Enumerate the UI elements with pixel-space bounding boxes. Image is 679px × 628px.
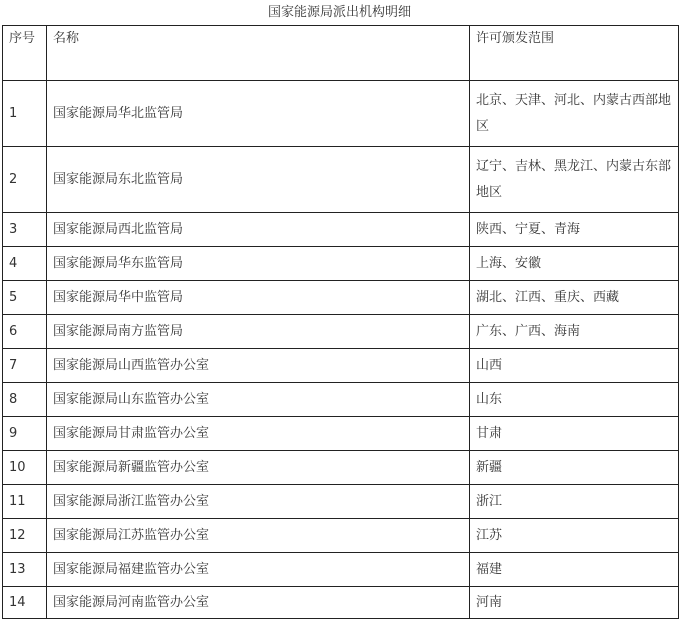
cell-name: 国家能源局山西监管办公室 bbox=[47, 349, 470, 383]
page-title: 国家能源局派出机构明细 bbox=[267, 5, 411, 20]
table-row bbox=[3, 553, 679, 587]
cell-seq: 14 bbox=[3, 587, 47, 619]
cell-seq: 3 bbox=[3, 213, 47, 247]
cell-scope: 新疆 bbox=[470, 451, 679, 485]
cell-name: 国家能源局南方监管局 bbox=[47, 315, 470, 349]
cell-scope: 山东 bbox=[470, 383, 679, 417]
cell-name: 国家能源局西北监管局 bbox=[47, 213, 470, 247]
cell-seq: 1 bbox=[3, 81, 47, 147]
cell-seq: 11 bbox=[3, 485, 47, 519]
table-row bbox=[3, 451, 679, 485]
column-header-scope: 许可颁发范围 bbox=[470, 26, 679, 81]
table-row bbox=[3, 247, 679, 281]
cell-scope: 北京、天津、河北、内蒙古西部地区 bbox=[470, 81, 679, 147]
cell-scope: 浙江 bbox=[470, 485, 679, 519]
cell-name: 国家能源局浙江监管办公室 bbox=[47, 485, 470, 519]
cell-name: 国家能源局山东监管办公室 bbox=[47, 383, 470, 417]
cell-seq: 2 bbox=[3, 147, 47, 213]
table-row bbox=[3, 485, 679, 519]
cell-name: 国家能源局华北监管局 bbox=[47, 81, 470, 147]
cell-seq: 9 bbox=[3, 417, 47, 451]
table-row bbox=[3, 81, 679, 147]
cell-name: 国家能源局江苏监管办公室 bbox=[47, 519, 470, 553]
table-row bbox=[3, 281, 679, 315]
cell-scope: 陕西、宁夏、青海 bbox=[470, 213, 679, 247]
cell-scope: 河南 bbox=[470, 587, 679, 619]
table-row bbox=[3, 519, 679, 553]
cell-seq: 12 bbox=[3, 519, 47, 553]
table-row bbox=[3, 213, 679, 247]
cell-seq: 8 bbox=[3, 383, 47, 417]
cell-scope: 江苏 bbox=[470, 519, 679, 553]
table-row bbox=[3, 587, 679, 619]
cell-name: 国家能源局河南监管办公室 bbox=[47, 587, 470, 619]
cell-scope: 甘肃 bbox=[470, 417, 679, 451]
cell-scope: 上海、安徽 bbox=[470, 247, 679, 281]
cell-name: 国家能源局华东监管局 bbox=[47, 247, 470, 281]
table-row bbox=[3, 383, 679, 417]
table-row bbox=[3, 417, 679, 451]
cell-scope: 辽宁、吉林、黑龙江、内蒙古东部地区 bbox=[470, 147, 679, 213]
table-row bbox=[3, 349, 679, 383]
cell-seq: 7 bbox=[3, 349, 47, 383]
cell-scope: 山西 bbox=[470, 349, 679, 383]
table-row bbox=[3, 315, 679, 349]
cell-seq: 4 bbox=[3, 247, 47, 281]
cell-name: 国家能源局新疆监管办公室 bbox=[47, 451, 470, 485]
cell-scope: 福建 bbox=[470, 553, 679, 587]
cell-name: 国家能源局甘肃监管办公室 bbox=[47, 417, 470, 451]
cell-scope: 广东、广西、海南 bbox=[470, 315, 679, 349]
cell-name: 国家能源局华中监管局 bbox=[47, 281, 470, 315]
column-header-name: 名称 bbox=[47, 26, 470, 81]
table-row bbox=[3, 147, 679, 213]
cell-seq: 13 bbox=[3, 553, 47, 587]
cell-seq: 5 bbox=[3, 281, 47, 315]
cell-name: 国家能源局东北监管局 bbox=[47, 147, 470, 213]
cell-scope: 湖北、江西、重庆、西藏 bbox=[470, 281, 679, 315]
column-header-seq: 序号 bbox=[3, 26, 47, 81]
table-header-row bbox=[3, 26, 679, 81]
agency-table bbox=[2, 25, 679, 619]
cell-seq: 10 bbox=[3, 451, 47, 485]
cell-seq: 6 bbox=[3, 315, 47, 349]
cell-name: 国家能源局福建监管办公室 bbox=[47, 553, 470, 587]
